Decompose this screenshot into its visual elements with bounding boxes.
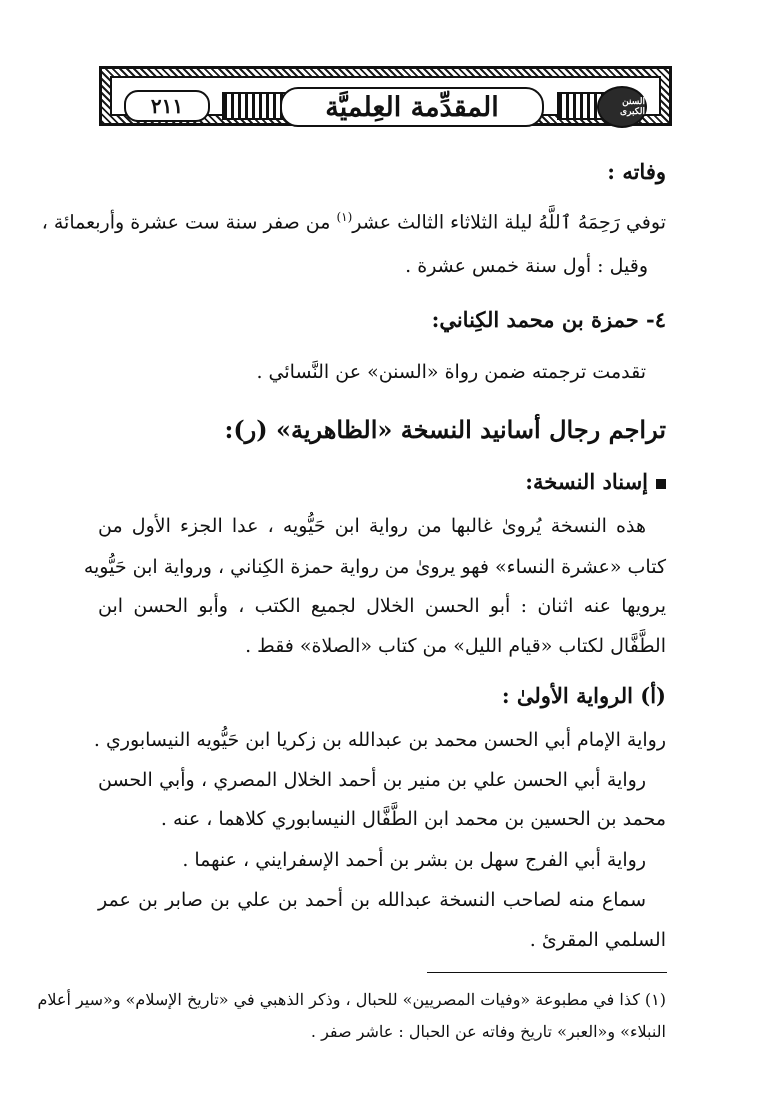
- wafat-line-1-end: من صفر سنة ست عشرة وأربعمائة ،: [41, 211, 337, 234]
- riwaya-line-3: محمد بن الحسين بن محمد ابن الطَّفَّال النيسابوري كلاهما ، عنه .: [160, 808, 666, 830]
- footnote-reference: (١): [336, 210, 353, 224]
- wafat-line-1: [42, 210, 666, 235]
- hamza-text: تقدمت ترجمته ضمن رواة «السنن» عن النَّسائي .: [256, 361, 646, 383]
- wafat-line-2: وقيل : أول سنة خمس عشرة .: [405, 255, 648, 277]
- tarajim-heading: تراجم رجال أسانيد النسخة «الظاهرية» (ر):: [224, 415, 666, 444]
- hamza-heading: ٤- حمزة بن محمد الكِناني:: [431, 307, 666, 332]
- riwaya-line-2: رواية أبي الحسن علي بن منير بن أحمد الخلال المصري ، وأبي الحسن: [98, 769, 646, 791]
- running-title: المقدِّمة العِلميَّة: [280, 87, 544, 127]
- riwaya-line-6: السلمي المقرئ .: [529, 929, 666, 951]
- riwaya-line-1: رواية الإمام أبي الحسن محمد بن عبدالله بن زكريا ابن حَيُّويه النيسابوري .: [93, 729, 666, 751]
- page-number: ٢١١: [124, 90, 210, 122]
- square-bullet-icon: [656, 479, 666, 489]
- page-header-frame: [99, 66, 672, 126]
- wafat-heading: وفاته :: [607, 159, 666, 184]
- isnad-paragraph-line-2: كتاب «عشرة النساء» فهو يروىٰ من رواية حمزة الكِناني ، ورواية ابن حَيُّويه: [83, 556, 666, 578]
- riwaya-line-4: رواية أبي الفرج سهل بن بشر بن أحمد الإسفرايني ، عنهما .: [182, 849, 646, 871]
- footnote-line-1: (١) كذا في مطبوعة «وفيات المصريين» للحبال ، وذكر الذهبي في «تاريخ الإسلام» و«سير أعلام: [37, 990, 666, 1009]
- book-emblem-icon: [597, 86, 647, 128]
- emblem-label: السنن الكبرى: [620, 97, 645, 117]
- isnad-paragraph-line-3: يرويها عنه اثنان : أبو الحسن الخلال لجميع الكتب ، وأبو الحسن ابن: [98, 595, 666, 617]
- header-inner-panel: [110, 76, 661, 123]
- isnad-heading: [525, 468, 666, 495]
- isnad-paragraph-line-1: هذه النسخة يُروىٰ غالبها من رواية ابن حَيُّويه ، عدا الجزء الأول من: [98, 515, 646, 537]
- riwaya-heading: (أ) الرواية الأولىٰ :: [501, 683, 666, 708]
- isnad-heading-text: إسناد النسخة:: [525, 469, 648, 494]
- header-ornament-left: [222, 92, 286, 120]
- footnote-separator: [427, 972, 667, 973]
- wafat-line-1-start: توفي رَحِمَهُ ٱللَّهُ ليلة الثلاثاء الثالث عشر: [352, 211, 666, 234]
- riwaya-line-5: سماع منه لصاحب النسخة عبدالله بن أحمد بن علي بن صابر بن عمر: [98, 889, 646, 911]
- isnad-paragraph-line-4: الطَّفَّال لكتاب «قيام الليل» من كتاب «الصلاة» فقط .: [245, 635, 666, 657]
- footnote-line-2: النبلاء» و«العبر» تاريخ وفاته عن الحبال : عاشر صفر .: [310, 1022, 666, 1041]
